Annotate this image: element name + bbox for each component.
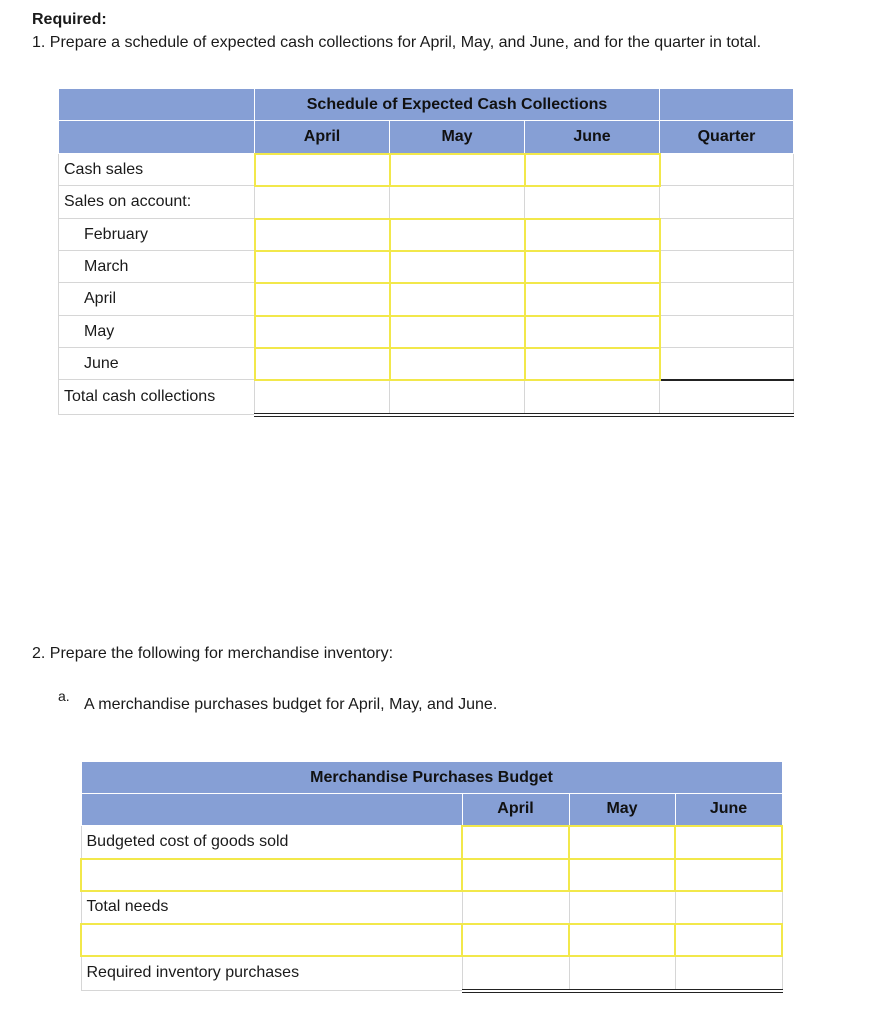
computed-cell bbox=[462, 891, 569, 924]
input-cell[interactable] bbox=[525, 348, 660, 380]
computed-cell bbox=[569, 891, 675, 924]
purchases-budget-table bbox=[80, 761, 783, 993]
input-cell[interactable] bbox=[255, 316, 390, 348]
input-cell[interactable] bbox=[390, 283, 525, 316]
input-cell[interactable] bbox=[462, 859, 569, 891]
header-blank bbox=[81, 794, 462, 826]
empty-cell bbox=[390, 186, 525, 219]
row-label: Sales on account: bbox=[59, 186, 255, 219]
input-cell[interactable] bbox=[525, 219, 660, 251]
input-cell[interactable] bbox=[569, 924, 675, 956]
table-row bbox=[59, 316, 794, 348]
total-cell bbox=[255, 380, 390, 415]
table-row-total bbox=[59, 380, 794, 415]
col-header-may: May bbox=[569, 794, 675, 826]
col-header-april: April bbox=[255, 121, 390, 154]
table-row bbox=[81, 891, 782, 924]
input-cell[interactable] bbox=[569, 826, 675, 859]
input-cell[interactable] bbox=[390, 348, 525, 380]
input-cell[interactable] bbox=[675, 859, 782, 891]
table-row bbox=[81, 859, 782, 891]
empty-cell bbox=[255, 186, 390, 219]
empty-cell bbox=[660, 186, 794, 219]
input-cell[interactable] bbox=[390, 219, 525, 251]
empty-cell bbox=[525, 186, 660, 219]
col-header-april: April bbox=[462, 794, 569, 826]
input-cell[interactable] bbox=[255, 283, 390, 316]
row-label: March bbox=[59, 251, 255, 283]
total-cell bbox=[675, 956, 782, 991]
cash-collections-table bbox=[58, 88, 794, 417]
purchases-budget-title: Merchandise Purchases Budget bbox=[81, 762, 782, 794]
input-cell[interactable] bbox=[525, 283, 660, 316]
input-cell[interactable] bbox=[525, 154, 660, 186]
row-label: Total cash collections bbox=[59, 380, 255, 415]
input-cell[interactable] bbox=[675, 924, 782, 956]
required-heading: Required: bbox=[32, 11, 107, 28]
computed-cell bbox=[660, 283, 794, 316]
table-row-total bbox=[81, 956, 782, 991]
cash-schedule-title: Schedule of Expected Cash Collections bbox=[255, 89, 660, 121]
total-cell bbox=[569, 956, 675, 991]
col-header-june: June bbox=[525, 121, 660, 154]
row-label: June bbox=[59, 348, 255, 380]
total-cell bbox=[462, 956, 569, 991]
row-label: May bbox=[59, 316, 255, 348]
table-row bbox=[59, 348, 794, 380]
computed-cell bbox=[675, 891, 782, 924]
header-blank bbox=[59, 121, 255, 154]
header-blank bbox=[59, 89, 255, 121]
total-cell bbox=[390, 380, 525, 415]
total-cell bbox=[660, 380, 794, 415]
table-row bbox=[59, 154, 794, 186]
requirement-2-text: 2. Prepare the following for merchandise inventory: bbox=[32, 645, 394, 662]
computed-cell bbox=[660, 154, 794, 186]
input-cell[interactable] bbox=[255, 219, 390, 251]
input-cell[interactable] bbox=[390, 154, 525, 186]
label-input-cell[interactable] bbox=[81, 924, 462, 956]
col-header-may: May bbox=[390, 121, 525, 154]
computed-cell bbox=[660, 251, 794, 283]
table-row bbox=[81, 826, 782, 859]
input-cell[interactable] bbox=[525, 316, 660, 348]
col-header-june: June bbox=[675, 794, 782, 826]
input-cell[interactable] bbox=[255, 348, 390, 380]
total-cell bbox=[525, 380, 660, 415]
input-cell[interactable] bbox=[675, 826, 782, 859]
computed-cell bbox=[660, 348, 794, 380]
col-header-quarter: Quarter bbox=[660, 121, 794, 154]
input-cell[interactable] bbox=[462, 826, 569, 859]
row-label: February bbox=[59, 219, 255, 251]
input-cell[interactable] bbox=[525, 251, 660, 283]
row-label: Total needs bbox=[81, 891, 462, 924]
input-cell[interactable] bbox=[255, 154, 390, 186]
row-label: Required inventory purchases bbox=[81, 956, 462, 991]
input-cell[interactable] bbox=[569, 859, 675, 891]
computed-cell bbox=[660, 316, 794, 348]
header-blank bbox=[660, 89, 794, 121]
table-row bbox=[59, 251, 794, 283]
computed-cell bbox=[660, 219, 794, 251]
row-label: Budgeted cost of goods sold bbox=[81, 826, 462, 859]
input-cell[interactable] bbox=[390, 316, 525, 348]
requirement-1-text: 1. Prepare a schedule of expected cash collections for April, May, and June, and for the quarter in total. bbox=[32, 34, 762, 51]
table-row bbox=[59, 219, 794, 251]
requirement-2a-text: A merchandise purchases budget for April, May, and June. bbox=[84, 696, 498, 713]
input-cell[interactable] bbox=[462, 924, 569, 956]
table-row bbox=[59, 186, 794, 219]
input-cell[interactable] bbox=[390, 251, 525, 283]
table-row bbox=[81, 924, 782, 956]
requirement-2a-letter: a. bbox=[58, 688, 70, 704]
input-cell[interactable] bbox=[255, 251, 390, 283]
label-input-cell[interactable] bbox=[81, 859, 462, 891]
row-label: April bbox=[59, 283, 255, 316]
row-label: Cash sales bbox=[59, 154, 255, 186]
table-row bbox=[59, 283, 794, 316]
